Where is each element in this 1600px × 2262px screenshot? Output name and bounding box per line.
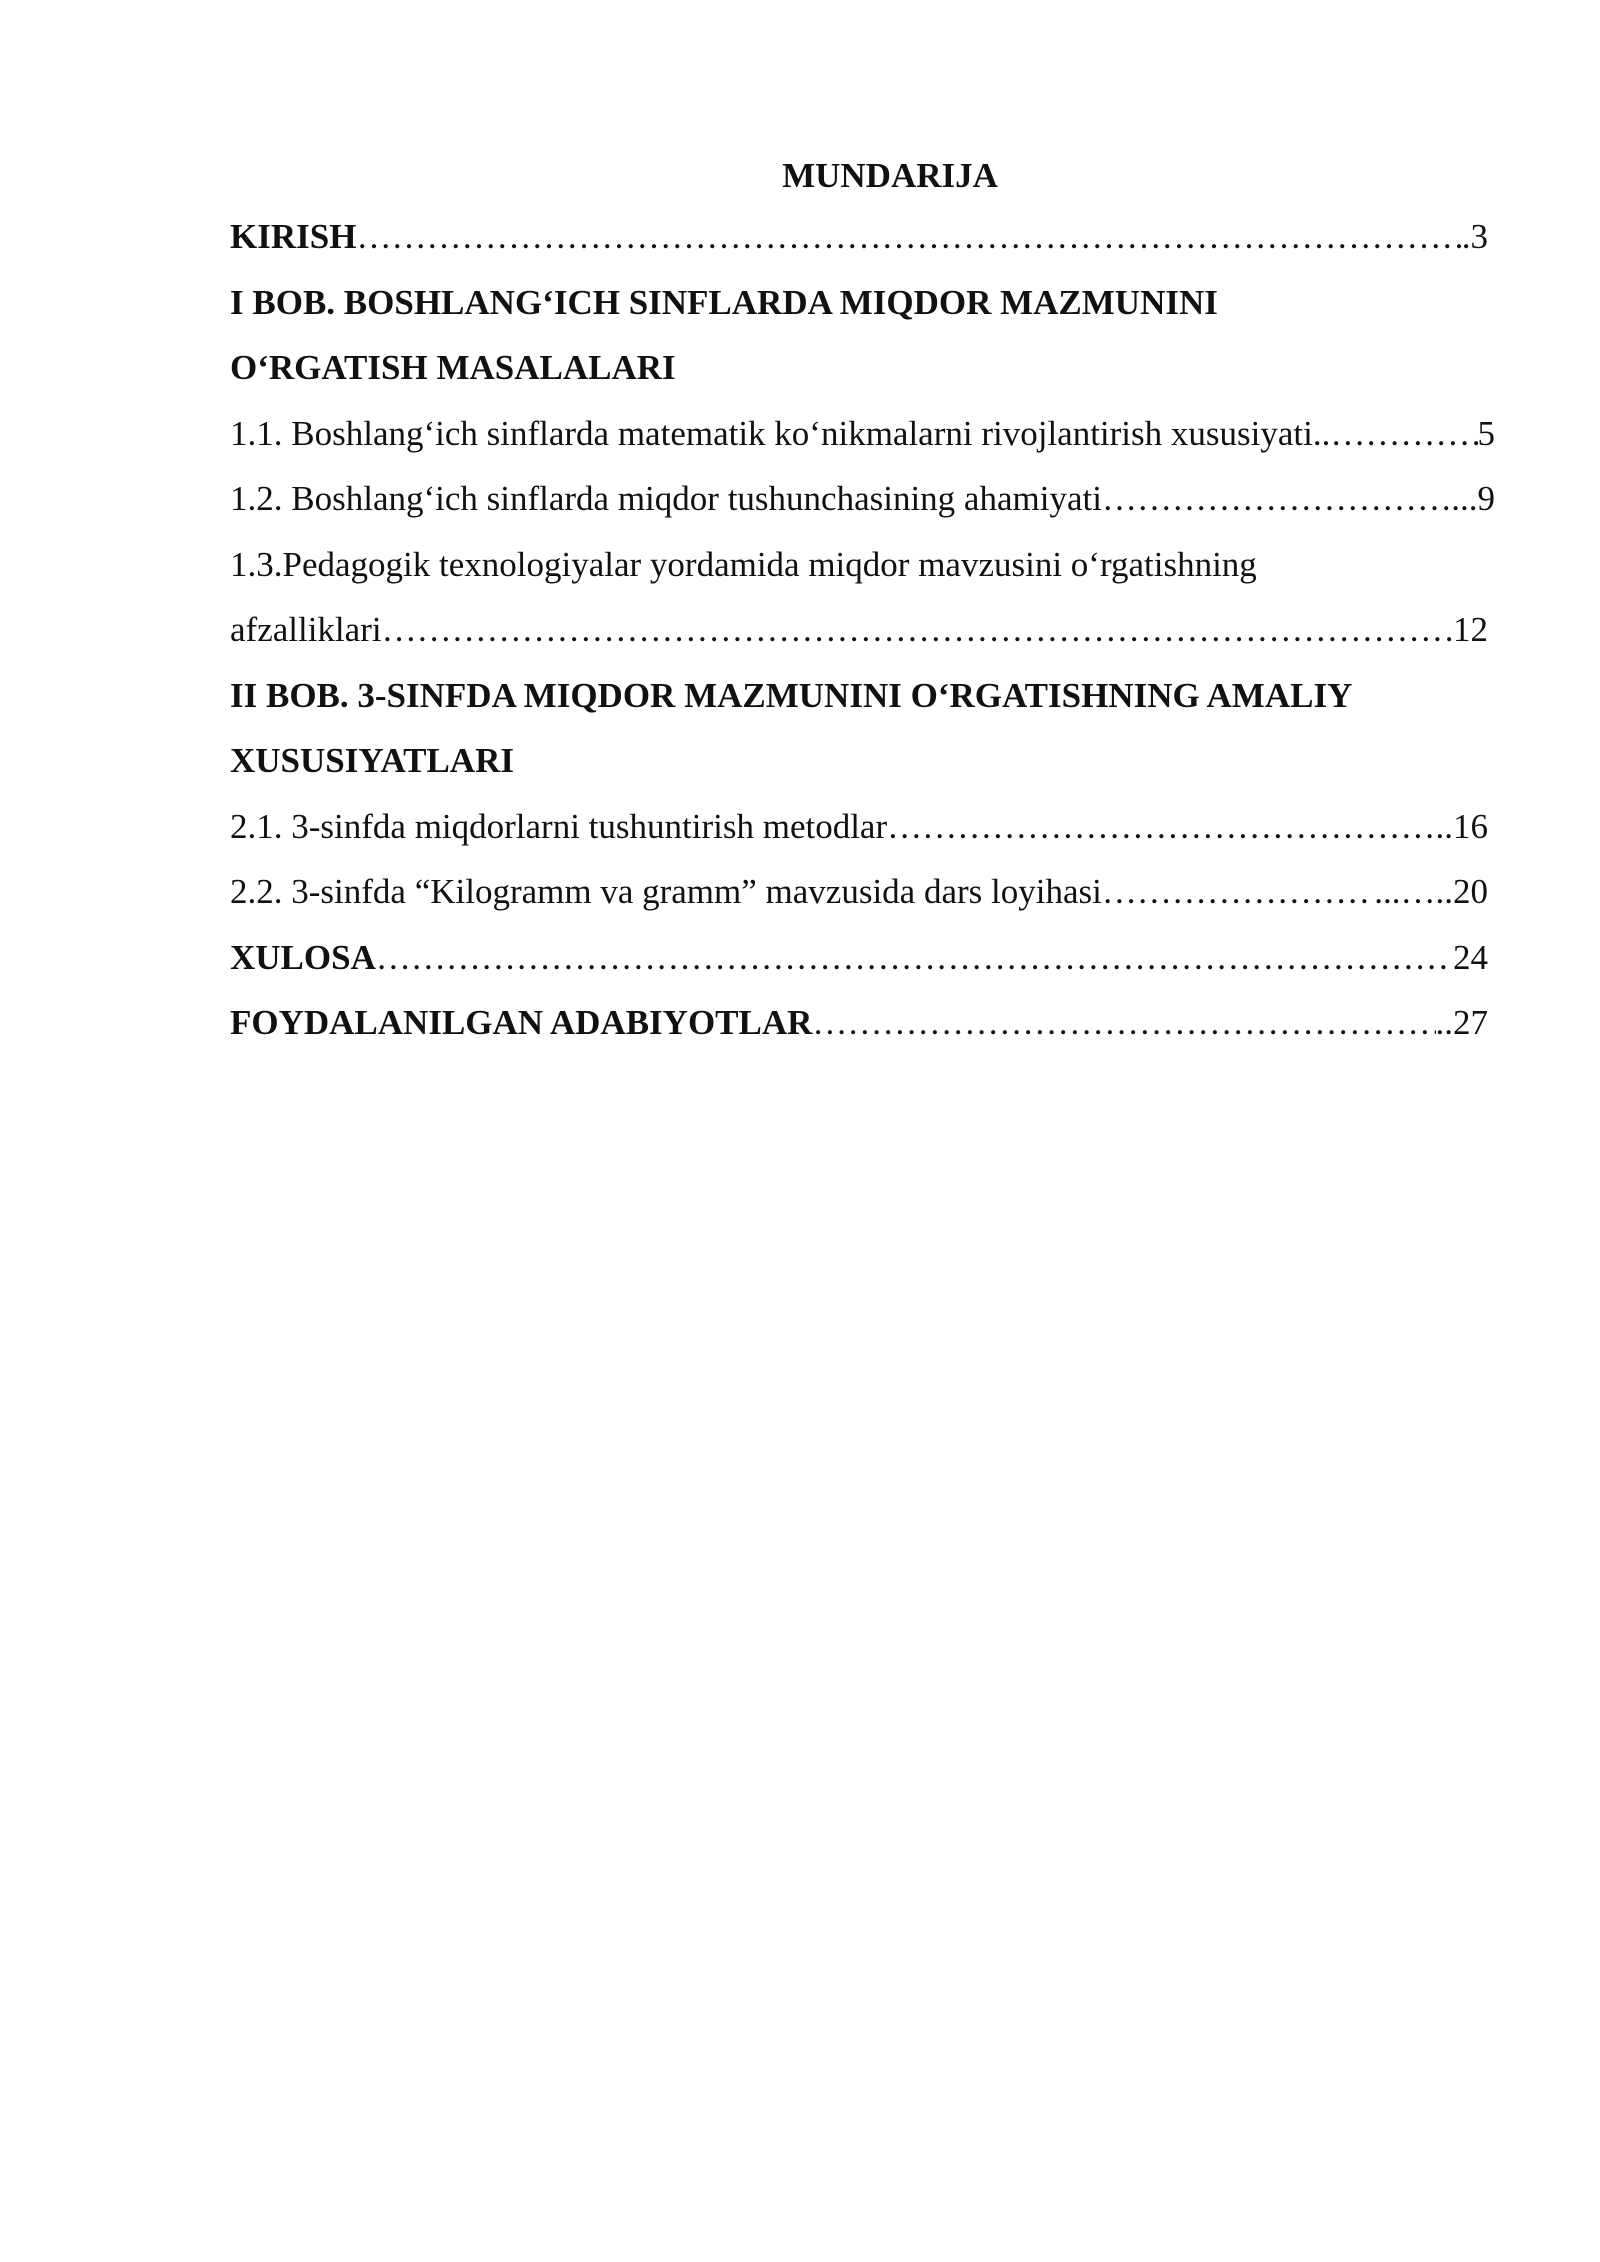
dot-leader [1102,466,1451,532]
dot-leader [812,990,1435,1056]
toc-entry-label: XUSUSIYATLARI [230,741,514,780]
dot-leader [1330,401,1477,467]
toc-entry-xulosa [230,925,1488,991]
toc-entry-page: ...9 [1451,479,1495,518]
dot-leader [376,925,1453,991]
dot-leader [1102,859,1374,925]
toc-entry-label: I BOB. BOSHLANG‘ICH SINFLARDA MIQDOR MAZMUNINI [230,282,1218,322]
toc-entry-label: 1.2. Boshlang‘ich sinflarda miqdor tushunchasining ahamiyati [230,479,1102,518]
toc-entry-label: 2.2. 3-sinfda “Kilogramm va gramm” mavzusida dars loyihasi [230,872,1102,911]
toc-entry-label: afzalliklari [230,610,382,649]
toc-entry-1-1 [230,401,1495,467]
toc-entry-page: 24 [1453,937,1488,977]
toc-entry-label: FOYDALANILGAN ADABIYOTLAR [230,1003,813,1042]
toc-chapter-heading [230,663,1490,729]
toc-entry-label: KIRISH [230,217,357,256]
dot-leader [382,597,1453,663]
dot-leader [356,204,1461,270]
toc-entry-1-3 [230,597,1488,663]
toc-entry-label: II BOB. 3-SINFDA MIQDOR MAZMUNINI O‘RGATISHNING AMALIY [230,675,1353,715]
toc-entry-1-2 [230,466,1495,532]
toc-entry-kirish [230,204,1488,270]
toc-entry-page: 5 [1477,413,1495,453]
toc-chapter-heading [230,270,1490,336]
toc-entry-page: ...…..20 [1374,872,1488,911]
toc-entry-page: ..27 [1435,1003,1488,1042]
toc-entry-label: 1.1. Boshlang‘ich sinflarda matematik ko‘nikmalarni rivojlantirish xususiyati.. [230,413,1331,453]
toc-entry-label: O‘RGATISH MASALALARI [230,348,676,387]
table-of-contents [230,148,1495,1056]
toc-entry-adabiyotlar [230,990,1488,1056]
toc-entry-2-2 [230,859,1488,925]
toc-entry-label: 1.3.Pedagogik texnologiyalar yordamida miqdor mavzusini o‘rgatishning [230,544,1257,584]
dot-leader [887,794,1435,860]
toc-title: MUNDARIJA [782,156,998,195]
toc-entry-page: .3 [1461,217,1488,256]
toc-entry-label: XULOSA [230,937,376,977]
toc-entry-page: ..16 [1435,806,1488,846]
toc-chapter-heading [230,728,1490,794]
toc-chapter-heading [230,335,1490,401]
toc-entry-label: 2.1. 3-sinfda miqdorlarni tushuntirish metodlar [230,806,888,846]
toc-entry-2-1 [230,794,1488,860]
toc-entry-1-3-first-line [230,532,1490,598]
toc-entry-page: 12 [1453,610,1488,649]
